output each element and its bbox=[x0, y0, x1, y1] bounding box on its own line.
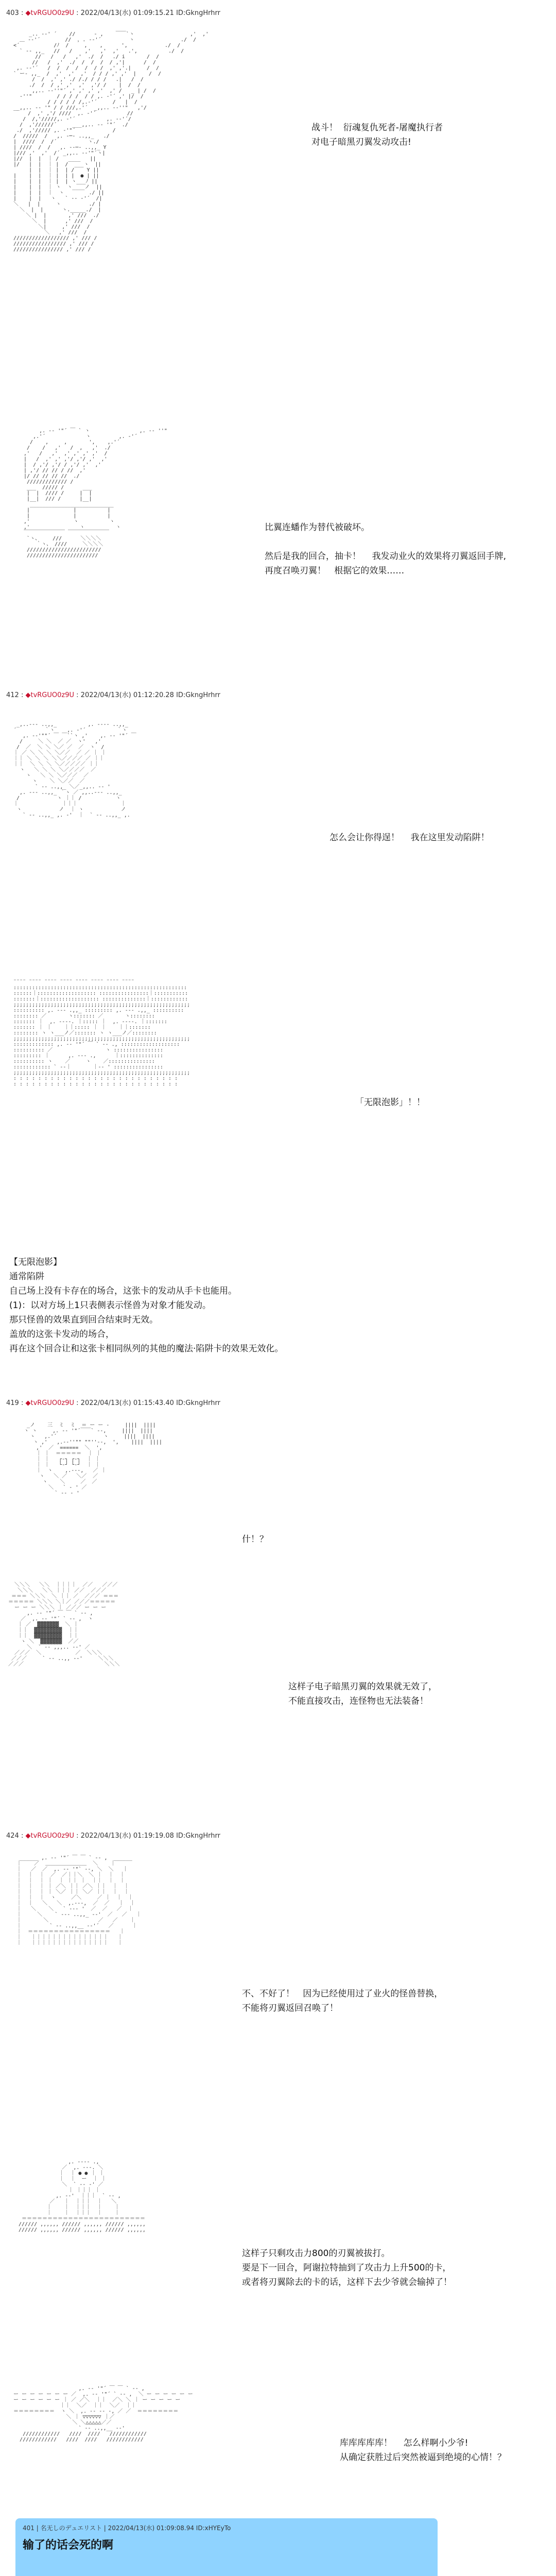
post-header: 419 : ◆tvRGUO0z9U : 2022/04/13(水) 01:15:43.40 ID:GkngHrhrr bbox=[6, 1399, 220, 1407]
post-number: 403 bbox=[6, 9, 19, 17]
ascii-art-worried-boy: ______ ,. -‐ '"´ ￣ ￣ ` ‐- , ______ ｜ ／ ＿＿＿＿＿＿＿＿ ＼ ｜ ｜ ／ ／ ,. -‐ '"` ‐-, ＼ ＼ ｜ ｜ ｜ ｜ ／ ／｜｜＼ ＼ ｜ ｜ ｜ ｜ ｜ ｜ ｜ ｜ ｜｜ ｜ ｜｜ ｜ ｜ ｜ ｜ ｜ ｜ ／＼ ｜｜ ／＼ ｜｜ ｜ ｜ ｜ ｜ ｜ ｜ ＼／ ｜｜ ＼／ ｜｜ ｜ ｜ ｜ ｜ ｜ ヽ ／＼ ／ ｜ ｜ ｜ ｜ ｜ ＼ ＼ ,.-‐-, ／ ／ ｜ ｜ ｜ ＼ ＼ ` ‐-‐ ' ／ ／ ／ ｜ ｜ ＼ ` ‐-- ..,,_ -‐' ／ ／ ｜ ｜ ＼ ／ ／ ｜ ｜ ` ‐- ..,,__ -‐'´ ／ ｜ ｜ ＝＝＝＝＝＝＝＝＝＝＝＝＝＝＝＝ ｜ ｜ ｜｜｜｜｜｜｜｜｜｜｜｜｜｜｜ ｜ ｜ ｜｜｜｜｜｜｜｜｜｜｜｜｜｜｜ ｜ bbox=[16, 1855, 142, 1946]
dialogue-8: 这样子只剩攻击力800的刃翼被拔打。 要是下一回合，阿谢拉特抽到了攻击力上升500的卡， 或者将刃翼除去的卡的话，这样下去少爷就会输掉了！ bbox=[242, 2248, 452, 2287]
reply-card bbox=[15, 2518, 438, 2576]
ascii-art-trap-card: ¨¨¨¨ ¨¨¨¨ ¨¨¨¨ ¨¨¨¨ ¨¨¨¨ ¨¨¨¨ ¨¨¨¨ ¨¨¨¨ :::::::::::::::::::::::::::::::::::::::::::::::::::::::: ::::::｜::::::::::::::::::: ::::::::::::::::｜::::::::::: :::::::｜::::::::::::::::::: ::::::::::::::｜:::::::::::: ;;;;;;;;;;;;;;;;;;;;;;;;;;;;;;;;;;;;;;;;;;;;;;;;;;;;;;;;; :::::::::: ,. -‐- .,,_ ::::::::: ,. -‐- .,,_ :::::::::: :::::::: ／ ヽ::::::: ／ ヽ:::::::: ::::::: ｜ ,. -‐‐-. ｜::::: ｜ ,. -‐‐-. ｜::::::: ::::::: ｜ ｜ ｜｜::::: ｜ ｜ ｜｜::::::: :::::::: ヽ ヽ___ノ／::::::: ヽ ヽ___ノ／:::::::: ;;;;;;;;;;;;;;;;;;;;;;;;;;;;;;;;;;;;;;;;;;;;;;;;;;;;;;;;; ::::::::::::: ,. -‐ '"´ ￣ ` ‐- ., ::::::::::::::::::: :::::::::: ／ ヽ :::::::::::::::: ::::::::: ｜ ,. -‐- ., ｜:::::::::::::: :::::::::: ヽ ／ ヽ ／::::::::::::::: :::::::::::: ` ‐-｜ ｜-‐ ' :::::::::::::::: ;;;;;;;;;;;;;;;;;;;;;;;;;;;;;;;;;;;;;;;;;;;;;;;;;;;;;;;;; : : : : : : : : : : : : : : : : : : : : : : : : : : : : : : : : : : : : : : : : : : : : : : : : : : : : : : bbox=[13, 979, 190, 1087]
post-header: 412 : ◆tvRGUO0z9U : 2022/04/13(水) 01:12:20.28 ID:GkngHrhrr bbox=[6, 691, 220, 699]
reply-text: 输了的话会死的啊 bbox=[23, 2539, 114, 2552]
ascii-art-villain-laugh: ,. -‐ '"´ ￣ ￣ ` ‐- , ー ー ー ー ー ー ー ／ ,. -‐ '"´ ` ‐- , ＼ ー ー ー ー ー ー ー ー ー ー ー ー ｜ ／ ／＼ ｜｜ ／＼ ＼ ｜ ー ー ー ー ー ｜｜ ＼／ ｜｜ ＼／ ｜｜ ＝＝＝＝＝＝＝＝ ヽ ＼ ,. -‐ -‐ -, ／ ／ ＝＝＝＝＝＝＝＝ ＼ ｜ ▽▽▽▽▽▽ ｜／ ＼ ＼△△△△△／／ ` ‐- ..,,__ -‐' //////////// //// //// //////////// //////////// //// //// //////////// bbox=[13, 2386, 193, 2443]
dialogue-3: 怎么会让你得逞！ 我在这里发动陷阱！ bbox=[329, 833, 490, 843]
ascii-art-standing-figure: ,. -‐‐- ., ／ ,. -‐-. ＼ ｜ ｜ ● ● ｜ ｜ ｜ ｜ ー ｜ ｜ ＼ ` ‐- ‐' ／ ｜ ｜｜｜ ｜ ,. -‐' ｜｜｜ ` ‐- , ／ ｜ ｜｜｜ ｜ ＼ ｜ ｜ ｜｜｜ ｜ ｜ ｜ ｜ ｜｜｜ ｜ ｜ ＝＝＝＝＝＝＝＝＝＝＝＝＝＝＝＝＝＝＝＝＝＝＝＝ ////// ,,,,,, ////// ,,,,,, ////// ,,,,,, ////// ,,,,,, ////// ,,,,,, ////// ,,,,,, bbox=[19, 2159, 146, 2233]
dialogue-9: 库库库库库！ 怎么样啊小少爷! 从确定获胜过后突然被逼到绝境的心情！？ bbox=[340, 2438, 506, 2463]
author-name[interactable]: ◆tvRGUO0z9U bbox=[25, 691, 75, 699]
ascii-art-card-reveal: _,..-‐- ..,,_ ,. -‐‐- ..,,_ ´ ｀ヽ ,. ‐'´ ｀ヽ ,. -‐'""´ ￣ ￣``ヽ ,' ,. -‐ '"´ ￣ / ＼ ＼ ／ ／ ヽ' ,' / ／ ＼ ＼ ＼／ ／ ／ ヽ / ｜ ／ ＼ ＼ ＼ ＼／／ ／ ／ ｜ ｜ ｜｜ ＼ ＼ ＼ ＼＼／／／／ ／ ｜｜ ｜｜ ＼ ＼ ＼ ＼／／／／／ ｜｜ ヽ ＼ ＼ ＼ ＼／／／／ ／ ヽ ＼ ＼ ＼／／／ ／ ヽ ＼ ＼／／ ／ ` ‐- ..,,_ ＼／_,,.. -‐ ' ,. -‐- ..,,_ ｀ヽ ／ ,,..-‐- ..,,_ / ヽ ｜｜ / ヽ ｜ ｜｜｜ ｜ ヽ ノ ｜ ヽ ノ ` ‐- ..,,_ ,. ‐' ｜ ` ‐- ..,,_ ,. bbox=[13, 722, 136, 818]
trap-card-description: 【无限泡影】 通常陷阱 自己场上没有卡存在的场合，这张卡的发动从手卡也能用。 (1)：以对方场上1只表侧表示怪兽为对象才能发动。 那只怪兽的效果直到回合结束时无效。 盖放的这张卡发动的场合， 再在这个回合让和这张卡相同纵列的其他的魔法·陷阱卡的效果无效化。 bbox=[9, 1257, 284, 1354]
ascii-art-impact-lines: ＼＼＼ ＼＼ ｜｜｜｜ ／／ ／／／ ＼＼＼ ＼＼ ｜｜｜ ／／ ／／／ ＝＝＝ ＼＼＼ ＼ ｜｜ ／ ／／／ ＝＝＝ ＝＝＝＝＝ ＼＼＼ ＼｜／ ／／／＝＝＝＝＝ ー ー ー ＼＼＼ ｜ ／／／ ー ー ー ,. -‐ '"´ ￣ ￣ ` ‐- , ／ ,. -‐ '"´ ` ‐- , ヽ ｜ ／ ▓▓▓▓▓▓▓ ＼ ｜ ｜｜ ▓▓▓▓▓▓▓▓▓ ｜｜ ｜｜ ▓▓▓▓▓▓▓▓▓ ｜｜ ヽ ＼ ▓▓▓▓▓▓▓ ／／ ＼ ` ‐- ,,,.. -‐' ／ ／／／ ＼ ／ ＼＼＼ ／／／ ` ‐- ..,, -‐' ＼＼＼ ／／／ ＼＼＼ bbox=[8, 1582, 120, 1667]
ascii-art-shocked-face: _ノ 三 ミ ミ ＝ ー ー ‐ |||| |||| ヽ ヽ ,. -‐ '"´￣￣` ‐-, |||| |||| ヽ ,.'´ ヽ |||| |||| ヽ ,' ,.-‐''"" ""''‐-, ', |||| |||| ,' ／ ====== ＼ ', ｜ ｜ ＝＝＝＝＝ ｜ ｜ ｜ ｜ ┌‐┐ ┌‐┐ ｜ ｜ ｜ ｜ └‐┘ └‐┘ ｜ ｜ ｜ ヽ ,.-‐-, ／ ｜ ヽ ＼ ／ ＼／ ／ ヽ ＼ ／ ／ ＼ ` ‐ ' ／ ` ‐- ‐ ' bbox=[24, 1422, 162, 1496]
ascii-art-face-closeup: ,. -‐ '"´ ￣ ` ヽ ,. -‐ ''" ,.'´ ヽ ,. ‐'´ / , , ', ,.'´ / / ,' / , ,' ./ ,' / ,' ,' ,' ,' ,' / | / ,' ,' ,'/ ,'/ ,' ,' | / ,'/ ,'/ / ,'/ ,' ,' | ,'/ // // / // ,' |/ // // // // ./ ///////////// / ___ ///// / ___ | | //// / | | |__| /// / |__| ___________________________ | | | | | | ,' ヽ ヽ ,' ヽ ヽ ￣￣￣￣￣￣￣￣ ￣￣￣￣￣￣￣￣ `ヽ、 /// ＼＼＼＼ ｀ヽ、 //// ＼＼＼＼ //////////////////////// /////////////////////// bbox=[24, 428, 167, 558]
reply-meta: 401 | 名无しのデュエリスト | 2022/04/13(水) 01:09:08.94 ID:xHYEyTo bbox=[23, 2524, 231, 2532]
author-name[interactable]: ◆tvRGUO0z9U bbox=[25, 9, 75, 17]
dialogue-6: 这样子电子暗黑刃翼的效果就无效了， 不能直接攻击，连怪物也无法装备！ bbox=[288, 1682, 437, 1706]
dialogue-1: 战斗！ 衍魂复仇死者-屠魔执行者 对电子暗黑刃翼发动攻击! bbox=[311, 123, 443, 147]
post-number: 419 bbox=[6, 1399, 19, 1407]
dialogue-5: 什！？ bbox=[242, 1534, 268, 1545]
author-name[interactable]: ◆tvRGUO0z9U bbox=[25, 1399, 75, 1407]
dialogue-2: 比翼连蟠作为替代被破坏。 然后是我的回合，抽卡！ 我发动业火的效果将刃翼返回手牌, 再度召唤刃翼！ 根据它的效果…… bbox=[265, 522, 507, 576]
ascii-art-swordsman: _.. -‐' ´ // ‐ , ￣￣`ヽ ,' ,' ＿ -‐'´ // ，. -‐'´ ヽ ./ / <´ /ﾉ / , , ', ./ / ` ‐- ,,_ // / ,' ,' ,' .', ./ / // / / ,' ./ / ./ i / / // / ,' ./ / / / / ,'| / / ,. -‐'´ / / / / / / / ,' ,'.| / / ` ー- ,,_ / ,' ,' ,' / / / ,' ,' | / / / / ,' ,' ./ /./ / / / .| / / ./ / / ,' ,' ,' ,'/ / | / / ,,.. -‐''"´ ,' ,' ,' ,' ,' / _ | / / ‐''" / / / / / / ,. ‐'´ ,' |/ / / / / / / /,.‐'´ / | / _,,.. -‐ '" / / ///,.'´ _,,.. -‐''" ,'/ ￣ / ,' ,'/ //// ,. ‐'´ // / /,'/////,. ‐'´ ,. -‐'´/ / ,'//////´ ___,,.. -‐ '"´ ./ ./ ,'///// ,. ‐'"´ / / ///// / ,. -─- ..,,_ ./ | //// / /´ ヽ./ | //// / / ,. -‐─- ..,,_ Y |/// ,' ,' /´ _,,.. -‐'"´ヽ| |// | | ｜ / ____ || |/ | | ｜ | / ___ヽ || | | ｜ | | / Y || | | | ｜ | | | ● | || | | | ｜ | | ヽ___ﾉ || | | | ｜ ヽ ヽ____ノ || | | | ｜ ヽ ./ || | | | ヽ ` ‐- ‐'´ /| ＼ | | ヽ ./ | ＼ | | ヽ._____./ | ＼ | | ,' /// ./ ＼ | ,' /// / ＼| ,' /// / ＼ ,' /// / ////////////////// ,' /// / ///////////////// ,' /// / //////////////// ,' /// / bbox=[13, 31, 209, 252]
post-number: 424 bbox=[6, 1832, 19, 1840]
post-meta: 2022/04/13(水) 01:19:19.08 ID:GkngHrhrr bbox=[80, 1832, 220, 1840]
author-name[interactable]: ◆tvRGUO0z9U bbox=[25, 1832, 75, 1840]
post-meta: 2022/04/13(水) 01:09:15.21 ID:GkngHrhrr bbox=[80, 9, 220, 17]
post-meta: 2022/04/13(水) 01:12:20.28 ID:GkngHrhrr bbox=[80, 691, 220, 699]
dialogue-7: 不、不好了！ 因为已经使用过了业火的怪兽替换， 不能将刃翼返回召唤了！ bbox=[242, 1989, 443, 2013]
post-header: 403 : ◆tvRGUO0z9U : 2022/04/13(水) 01:09:15.21 ID:GkngHrhrr bbox=[6, 9, 220, 17]
post-header: 424 : ◆tvRGUO0z9U : 2022/04/13(水) 01:19:19.08 ID:GkngHrhrr bbox=[6, 1832, 220, 1840]
dialogue-4: 「无限泡影」！！ bbox=[355, 1097, 425, 1108]
post-number: 412 bbox=[6, 691, 19, 699]
post-meta: 2022/04/13(水) 01:15:43.40 ID:GkngHrhrr bbox=[80, 1399, 220, 1407]
